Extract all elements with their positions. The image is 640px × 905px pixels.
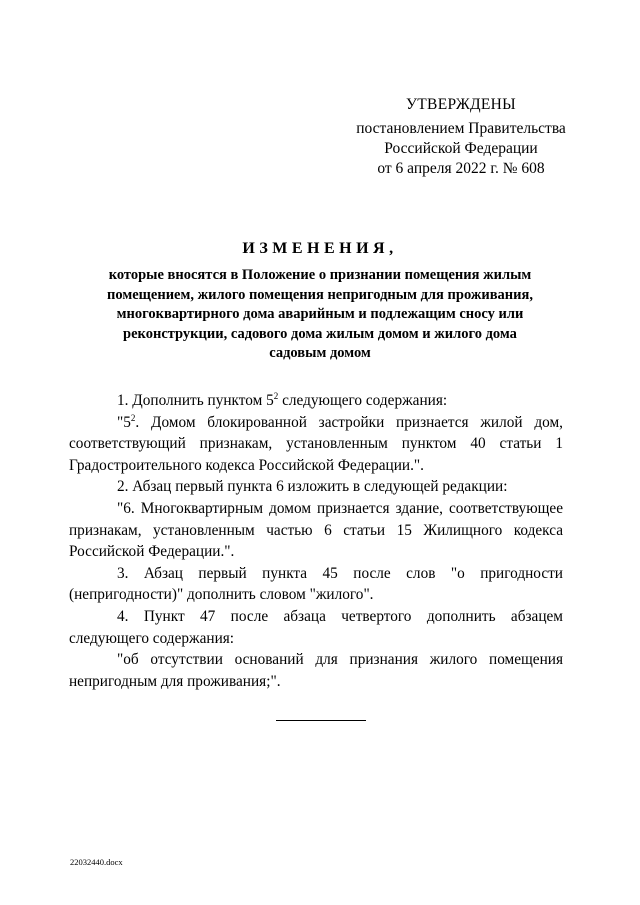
title-subtitle: [60, 266, 580, 364]
subtitle-line: садовым домом: [269, 345, 371, 361]
document-body: [69, 390, 563, 692]
subtitle-line: помещением, жилого помещения непригодным для проживания,: [107, 286, 533, 303]
paragraph-quote-5-2: "$5^2$. Домом блокированной застройки признается жилой дом, соответствующий признакам, установленным пунктом 40 статьи 1 Градостроительного кодекса Российской Федерации.".: [69, 412, 563, 474]
subtitle-line: которые вносятся в Положение о признании помещения жилым: [108, 267, 532, 283]
approval-block: [330, 95, 592, 179]
approval-line-3: от 6 апреля 2022 г. № 608: [377, 160, 545, 177]
approval-line-2: Российской Федерации: [384, 140, 538, 157]
document-title: [60, 240, 580, 364]
subtitle-line: многоквартирного дома аварийным и подлежащим сносу или: [116, 306, 524, 322]
subtitle-line: реконструкции, садового дома жилым домом и жилого дома: [123, 325, 517, 342]
paragraph-item-3: 3. Абзац первый пункта 45 после слов "о пригодности (непригодности)" дополнить словом "жилого".: [69, 564, 563, 604]
paragraph-quote-47: "об отсутствии оснований для признания жилого помещения непригодным для проживания;".: [69, 651, 563, 690]
title-main: ИЗМЕНЕНИЯ,: [242, 240, 398, 257]
closing-rule: [276, 720, 366, 721]
paragraph-item-2: 2. Абзац первый пункта 6 изложить в следующей редакции:: [117, 478, 508, 496]
footer-filename: 22032440.docx: [70, 857, 123, 867]
approval-line-1: постановлением Правительства: [356, 120, 566, 137]
paragraph-quote-6: "6. Многоквартирным домом признается здание, соответствующее признакам, установленным частью 6 статьи 15 Жилищного кодекса Российской Федерации.".: [69, 499, 563, 561]
approval-heading: УТВЕРЖДЕНЫ: [406, 96, 516, 113]
paragraph-item-1: 1. Дополнить пунктом $5^2$ следующего содержания:: [117, 391, 448, 409]
paragraph-item-4: 4. Пункт 47 после абзаца четвертого дополнить абзацем следующего содержания:: [69, 607, 563, 647]
